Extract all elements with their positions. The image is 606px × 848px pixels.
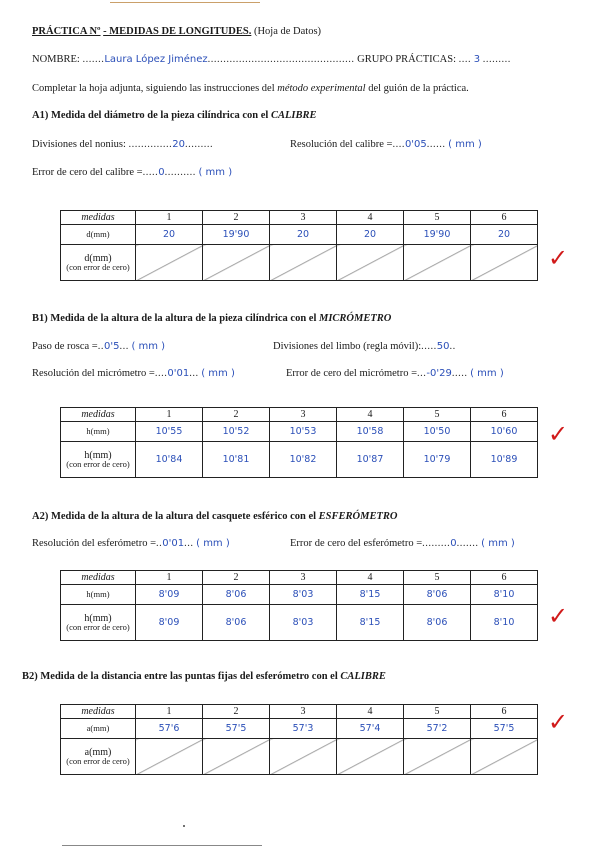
table-header: medidas: [61, 408, 136, 422]
a1-error: Error de cero del calibre =.....0.......... ( mm ): [32, 167, 233, 178]
section-b1-title: B1) Medida de la altura de la altura de la pieza cilíndrica con el MICRÓMETRO: [32, 313, 392, 324]
table-a1: medidas 1 2 3 4 5 6 d(mm) 20 19'90 20 20 19'90 20 d(mm) (con error de cero): [60, 210, 538, 281]
table-b1: medidas 1 2 3 4 5 6 h(mm) 10'55 10'52 10'53 10'58 10'50 10'60 h(mm) (con error de cero) 10'84 10'81 10'82 10'87 10'79 10'89: [60, 407, 538, 478]
a2-resolucion: Resolución del esferómetro =..0'01... ( mm ): [32, 538, 230, 549]
page-title: PRÁCTICA Nº - MEDIDAS DE LONGITUDES. (Hoja de Datos): [32, 26, 322, 37]
check-mark-icon: ✓: [548, 420, 569, 448]
section-a2-title: A2) Medida de la altura de la altura del casquete esférico con el ESFERÓMETRO: [32, 511, 398, 522]
check-mark-icon: ✓: [548, 708, 569, 736]
section-a1-title: A1) Medida del diámetro de la pieza cilíndrica con el CALIBRE: [32, 110, 317, 121]
top-rule: [110, 2, 260, 3]
a2-error: Error de cero del esferómetro =.........0....... ( mm ): [290, 538, 515, 549]
nombre-value: Laura López Jiménez: [104, 54, 208, 65]
nombre-line: NOMBRE: .......Laura López Jiménez............................................... GRUPO PRÁCTICAS: .... 3 .........: [32, 54, 511, 65]
section-b2-title: B2) Medida de la distancia entre las puntas fijas del esferómetro con el CALIBRE: [22, 671, 386, 682]
stray-dot: [183, 825, 185, 827]
a1-divisiones: Divisiones del nonius: ..............20.........: [32, 139, 214, 150]
table-header: medidas: [61, 571, 136, 585]
bottom-rule: [62, 845, 262, 846]
table-header: medidas: [61, 211, 136, 225]
table-header: medidas: [61, 705, 136, 719]
b1-resolucion: Resolución del micrómetro =....0'01... ( mm ): [32, 368, 235, 379]
check-mark-icon: ✓: [548, 244, 569, 272]
b1-error: Error de cero del micrómetro =...-0'29..... ( mm ): [286, 368, 504, 379]
table-a2: medidas 1 2 3 4 5 6 h(mm) 8'09 8'06 8'03 8'15 8'06 8'10 h(mm) (con error de cero) 8'09 8'06 8'03 8'15 8'06 8'10: [60, 570, 538, 641]
a1-resolucion: Resolución del calibre =....0'05...... ( mm ): [290, 139, 482, 150]
instruction: Completar la hoja adjunta, siguiendo las instrucciones del método experimental del guión de la práctica.: [32, 83, 469, 94]
table-b2: medidas 1 2 3 4 5 6 a(mm) 57'6 57'5 57'3 57'4 57'2 57'5 a(mm) (con error de cero): [60, 704, 538, 775]
grupo-value: 3: [473, 54, 481, 65]
b1-paso: Paso de rosca =..0'5... ( mm ): [32, 341, 166, 352]
b1-divisiones: Divisiones del limbo (regla móvil):.....50..: [273, 341, 456, 352]
check-mark-icon: ✓: [548, 602, 569, 630]
